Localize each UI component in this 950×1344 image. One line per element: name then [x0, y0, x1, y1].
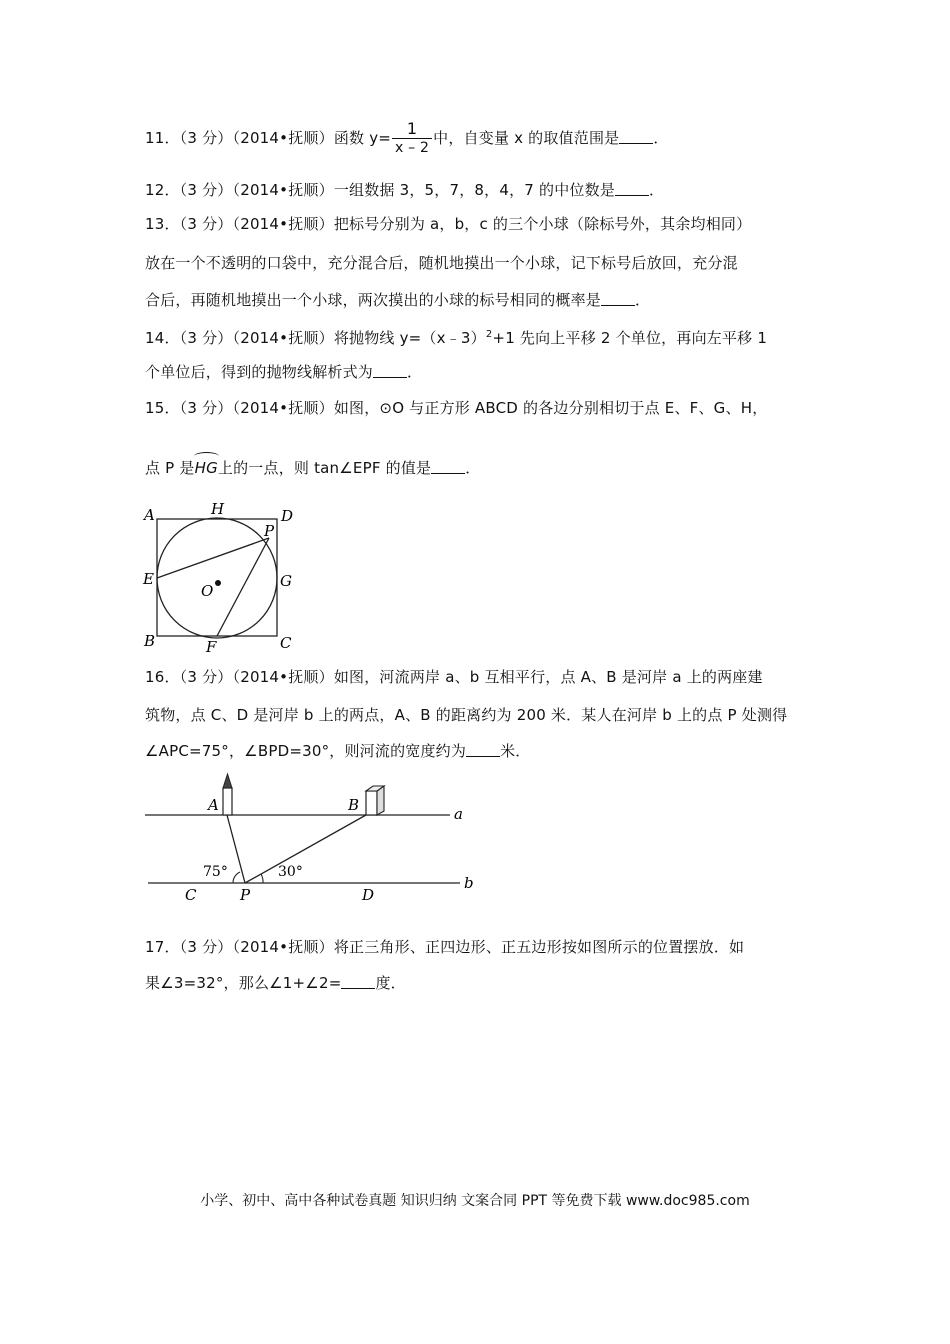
label-angle-30: 30° [278, 864, 303, 880]
question-13-line-1: 13．（3 分）（2014•抚顺）把标号分别为 a，b，c 的三个小球（除标号外，其余均相同） [145, 215, 752, 233]
question-16-line-2: 筑物，点 C、D 是河岸 b 上的两点，A、B 的距离约为 200 米．某人在河岸 b 上的点 P 处测得 [145, 706, 788, 724]
q14-end: ． [407, 363, 423, 381]
arc-hg: HG [194, 459, 218, 477]
label-d: D [281, 507, 294, 525]
building-b [366, 786, 384, 815]
question-16-line-1: 16．（3 分）（2014•抚顺）如图，河流两岸 a、b 互相平行，点 A、B 是河岸 a 上的两座建 [145, 668, 763, 686]
building-a [223, 774, 232, 815]
q14-line-2-text: 个单位后，得到的抛物线解析式为 [145, 363, 374, 381]
segment-ep [157, 538, 269, 578]
question-12 [145, 180, 664, 200]
fraction-denominator: x – 2 [395, 140, 430, 156]
segment-ap [227, 815, 245, 883]
answer-blank [373, 363, 407, 378]
question-16-line-3 [145, 741, 530, 761]
q15-text-b: 上的一点，则 tan∠EPF 的值是 [217, 459, 432, 477]
label-a: A [144, 506, 155, 524]
label-g: G [280, 572, 292, 590]
center-point [215, 580, 221, 586]
question-13-line-3 [145, 290, 650, 310]
q15-text-a: 点 P 是 [145, 459, 195, 477]
q14-text-b: +1 先向上平移 2 个单位，再向左平移 1 [492, 329, 768, 347]
fraction [392, 120, 432, 157]
label-c: C [280, 634, 292, 652]
circle-square-figure [140, 498, 300, 656]
q16-end: 米． [500, 742, 531, 760]
answer-blank [619, 129, 653, 144]
angle-arc-75 [233, 872, 240, 883]
label-b: B [348, 796, 360, 814]
label-a: A [208, 796, 219, 814]
answer-blank [341, 974, 375, 989]
fraction-numerator: 1 [392, 120, 432, 139]
q13-end: ． [635, 291, 651, 309]
river-figure [140, 768, 490, 908]
answer-blank [466, 742, 500, 757]
label-o: O [201, 582, 214, 600]
q14-exponent: 2 [485, 329, 493, 340]
segment-fp [217, 538, 269, 636]
label-p: P [264, 522, 275, 540]
inscribed-circle [157, 518, 277, 638]
question-15-line-2 [145, 458, 480, 478]
page-footer: 小学、初中、高中各种试卷真题 知识归纳 文案合同 PPT 等免费下载 www.doc985.com [200, 1193, 750, 1209]
answer-blank [601, 291, 635, 306]
label-f: F [206, 638, 217, 656]
label-bank-a: a [454, 805, 463, 823]
label-bank-b: b [464, 874, 474, 892]
answer-blank [615, 181, 649, 196]
label-angle-75: 75° [203, 864, 228, 880]
label-e: E [143, 570, 154, 588]
label-c: C [185, 886, 197, 904]
question-11 [145, 120, 669, 157]
label-p: P [240, 886, 251, 904]
q11-suffix: 中，自变量 x 的取值范围是 [433, 129, 620, 147]
q15-end: ． [465, 459, 481, 477]
question-15-line-1: 15．（3 分）（2014•抚顺）如图，⊙O 与正方形 ABCD 的各边分别相切于点 E、F、G、H， [145, 399, 768, 417]
q17-end: 度． [375, 974, 406, 992]
q14-text-a: 14．（3 分）（2014•抚顺）将抛物线 y=（x﹣3） [145, 329, 486, 347]
label-d: D [362, 886, 375, 904]
label-h: H [211, 500, 225, 518]
q12-end: ． [649, 181, 665, 199]
q17-line-2-text: 果∠3=32°，那么∠1+∠2= [145, 974, 342, 992]
square-abcd [157, 519, 277, 636]
question-17-line-2 [145, 973, 406, 993]
question-14-line-2 [145, 362, 422, 382]
angle-arc-30 [261, 874, 263, 883]
question-17-line-1: 17．（3 分）（2014•抚顺）将正三角形、正四边形、正五边形按如图所示的位置摆放．如 [145, 938, 745, 956]
q12-text: 12．（3 分）（2014•抚顺）一组数据 3，5，7，8，4，7 的中位数是 [145, 181, 616, 199]
q16-line-3-text: ∠APC=75°，∠BPD=30°，则河流的宽度约为 [145, 742, 467, 760]
segment-bp [245, 815, 366, 883]
q11-end: ． [653, 129, 669, 147]
q13-line-3-text: 合后，再随机地摸出一个小球，两次摸出的小球的标号相同的概率是 [145, 291, 602, 309]
question-13-line-2: 放在一个不透明的口袋中，充分混合后，随机地摸出一个小球，记下标号后放回，充分混 [145, 254, 738, 272]
label-b: B [144, 632, 156, 650]
answer-blank [431, 459, 465, 474]
q11-prefix: 11．（3 分）（2014•抚顺）函数 y= [145, 129, 392, 147]
question-14-line-1 [145, 325, 767, 348]
